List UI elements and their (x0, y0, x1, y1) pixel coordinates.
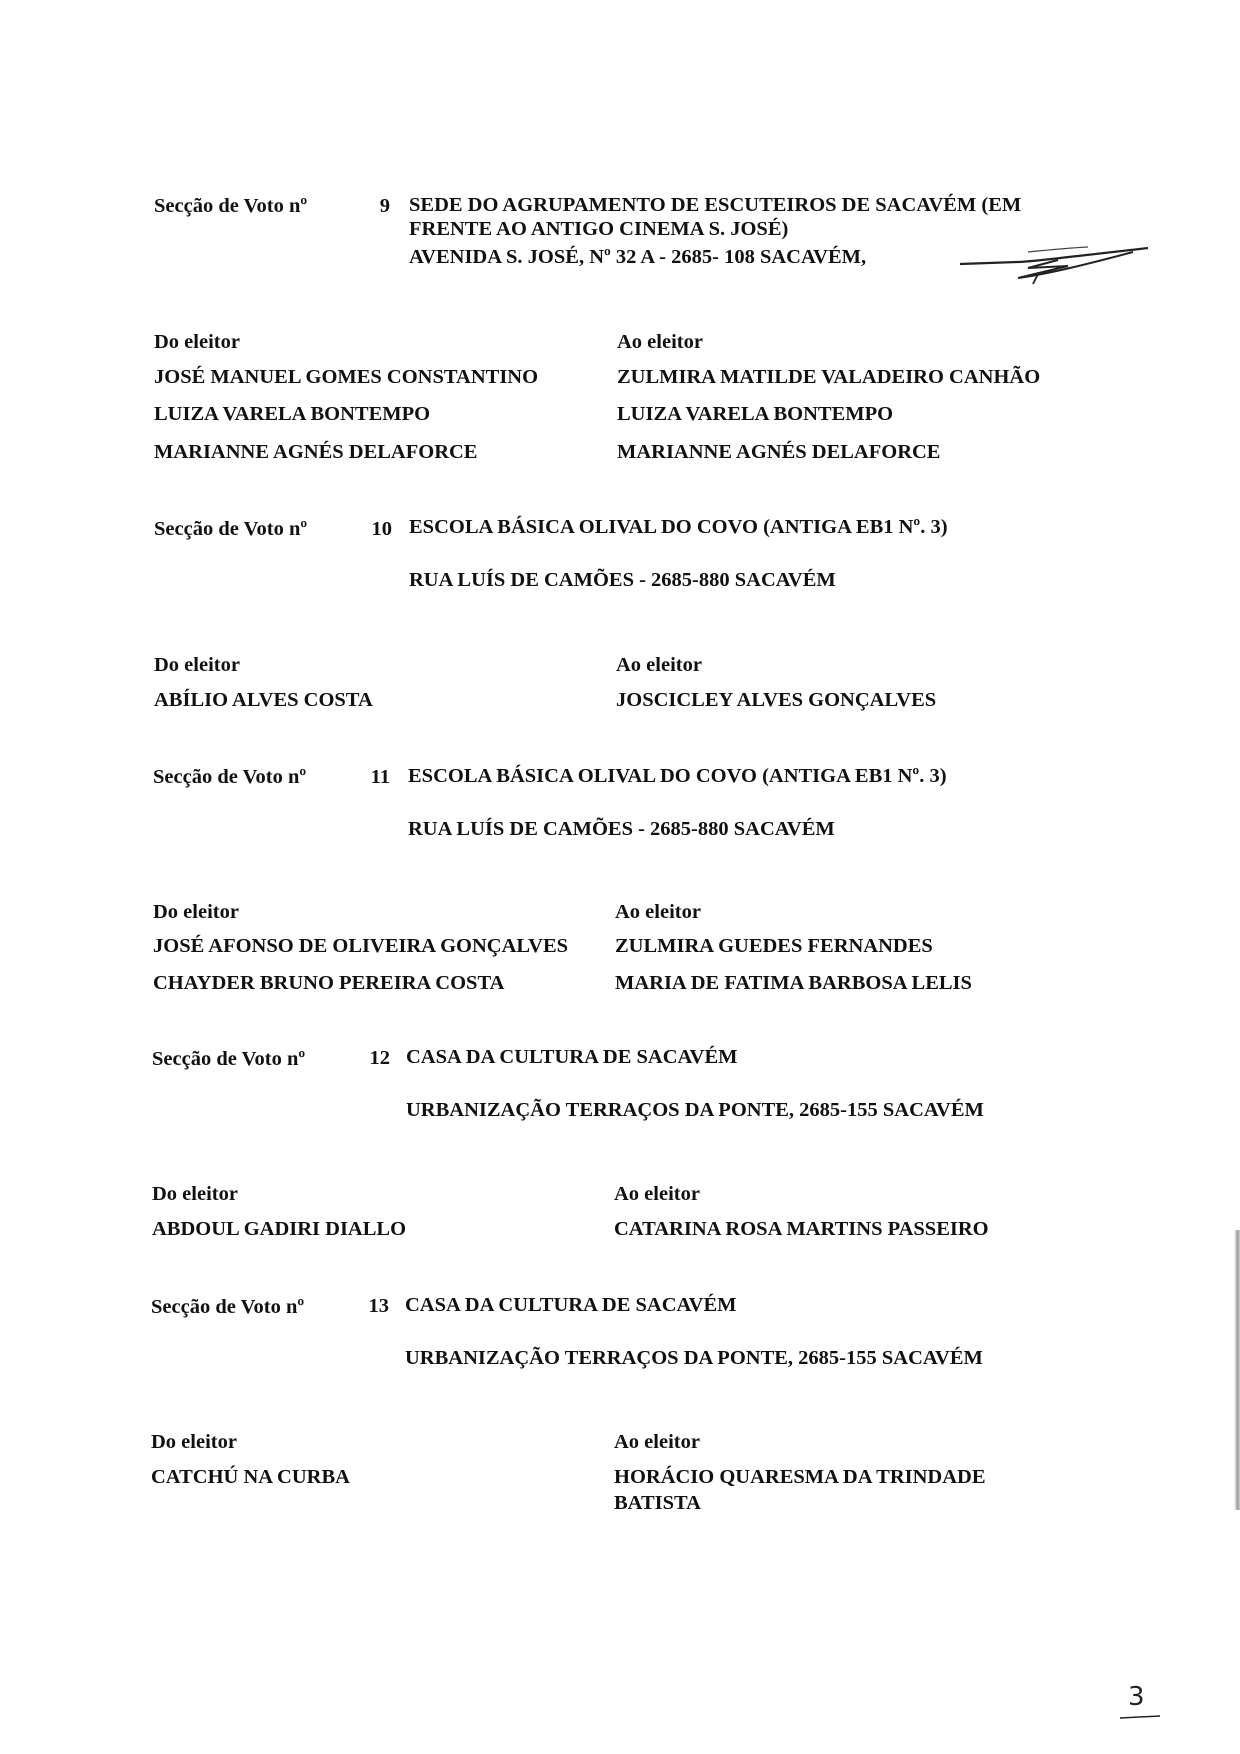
section-number: 12 (369, 1047, 390, 1069)
to-voter-name: ZULMIRA MATILDE VALADEIRO CANHÃO (617, 366, 1041, 388)
to-voter-heading: Ao eleitor (615, 901, 701, 923)
section-location-line: RUA LUÍS DE CAMÕES - 2685-880 SACAVÉM (409, 569, 836, 591)
from-voter-heading: Do eleitor (151, 1431, 237, 1453)
to-voter-name: CATARINA ROSA MARTINS PASSEIRO (614, 1218, 989, 1240)
to-voter-heading: Ao eleitor (614, 1431, 700, 1453)
from-voter-name: LUIZA VARELA BONTEMPO (154, 403, 431, 425)
page-number (1116, 1680, 1162, 1722)
section-location-line: CASA DA CULTURA DE SACAVÉM (406, 1046, 738, 1068)
from-voter-name: JOSÉ MANUEL GOMES CONSTANTINO (154, 366, 539, 388)
section-number: 13 (368, 1295, 389, 1317)
from-voter-name: ABDOUL GADIRI DIALLO (152, 1218, 407, 1240)
from-voter-name: CHAYDER BRUNO PEREIRA COSTA (153, 972, 505, 994)
section-location-line: FRENTE AO ANTIGO CINEMA S. JOSÉ) (409, 218, 789, 240)
section-label: Secção de Voto nº (151, 1296, 305, 1318)
to-voter-name: BATISTA (614, 1492, 701, 1514)
section-label: Secção de Voto nº (152, 1048, 306, 1070)
section-label: Secção de Voto nº (153, 766, 307, 788)
section-location-line: AVENIDA S. JOSÉ, Nº 32 A - 2685- 108 SACAVÉM, (409, 246, 867, 268)
scan-edge-shadow (1234, 1230, 1240, 1510)
section-number: 9 (379, 195, 390, 217)
from-voter-heading: Do eleitor (153, 901, 239, 923)
section-location-line: ESCOLA BÁSICA OLIVAL DO COVO (ANTIGA EB1 Nº. 3) (409, 516, 948, 538)
to-voter-name: MARIANNE AGNÉS DELAFORCE (617, 441, 941, 463)
to-voter-name: JOSCICLEY ALVES GONÇALVES (616, 689, 937, 711)
from-voter-name: JOSÉ AFONSO DE OLIVEIRA GONÇALVES (153, 935, 569, 957)
to-voter-heading: Ao eleitor (617, 331, 703, 353)
section-location-line: URBANIZAÇÃO TERRAÇOS DA PONTE, 2685-155 SACAVÉM (405, 1347, 983, 1369)
section-number: 11 (370, 766, 390, 788)
from-voter-name: CATCHÚ NA CURBA (151, 1466, 350, 1488)
to-voter-name: ZULMIRA GUEDES FERNANDES (615, 935, 933, 957)
section-label: Secção de Voto nº (154, 518, 308, 540)
to-voter-name: HORÁCIO QUARESMA DA TRINDADE (614, 1466, 986, 1488)
from-voter-name: ABÍLIO ALVES COSTA (154, 689, 373, 711)
page-number-text: 3 (1128, 1682, 1145, 1712)
section-number: 10 (371, 518, 392, 540)
section-location-line: CASA DA CULTURA DE SACAVÉM (405, 1294, 737, 1316)
section-location-line: SEDE DO AGRUPAMENTO DE ESCUTEIROS DE SACAVÉM (EM (409, 194, 1022, 216)
from-voter-heading: Do eleitor (154, 654, 240, 676)
section-location-line: RUA LUÍS DE CAMÕES - 2685-880 SACAVÉM (408, 818, 835, 840)
to-voter-name: LUIZA VARELA BONTEMPO (617, 403, 894, 425)
signature-mark (958, 238, 1152, 288)
section-label: Secção de Voto nº (154, 195, 308, 217)
section-location-line: URBANIZAÇÃO TERRAÇOS DA PONTE, 2685-155 SACAVÉM (406, 1099, 984, 1121)
from-voter-heading: Do eleitor (154, 331, 240, 353)
from-voter-heading: Do eleitor (152, 1183, 238, 1205)
to-voter-name: MARIA DE FATIMA BARBOSA LELIS (615, 972, 972, 994)
section-location-line: ESCOLA BÁSICA OLIVAL DO COVO (ANTIGA EB1 Nº. 3) (408, 765, 947, 787)
to-voter-heading: Ao eleitor (616, 654, 702, 676)
to-voter-heading: Ao eleitor (614, 1183, 700, 1205)
from-voter-name: MARIANNE AGNÉS DELAFORCE (154, 441, 478, 463)
